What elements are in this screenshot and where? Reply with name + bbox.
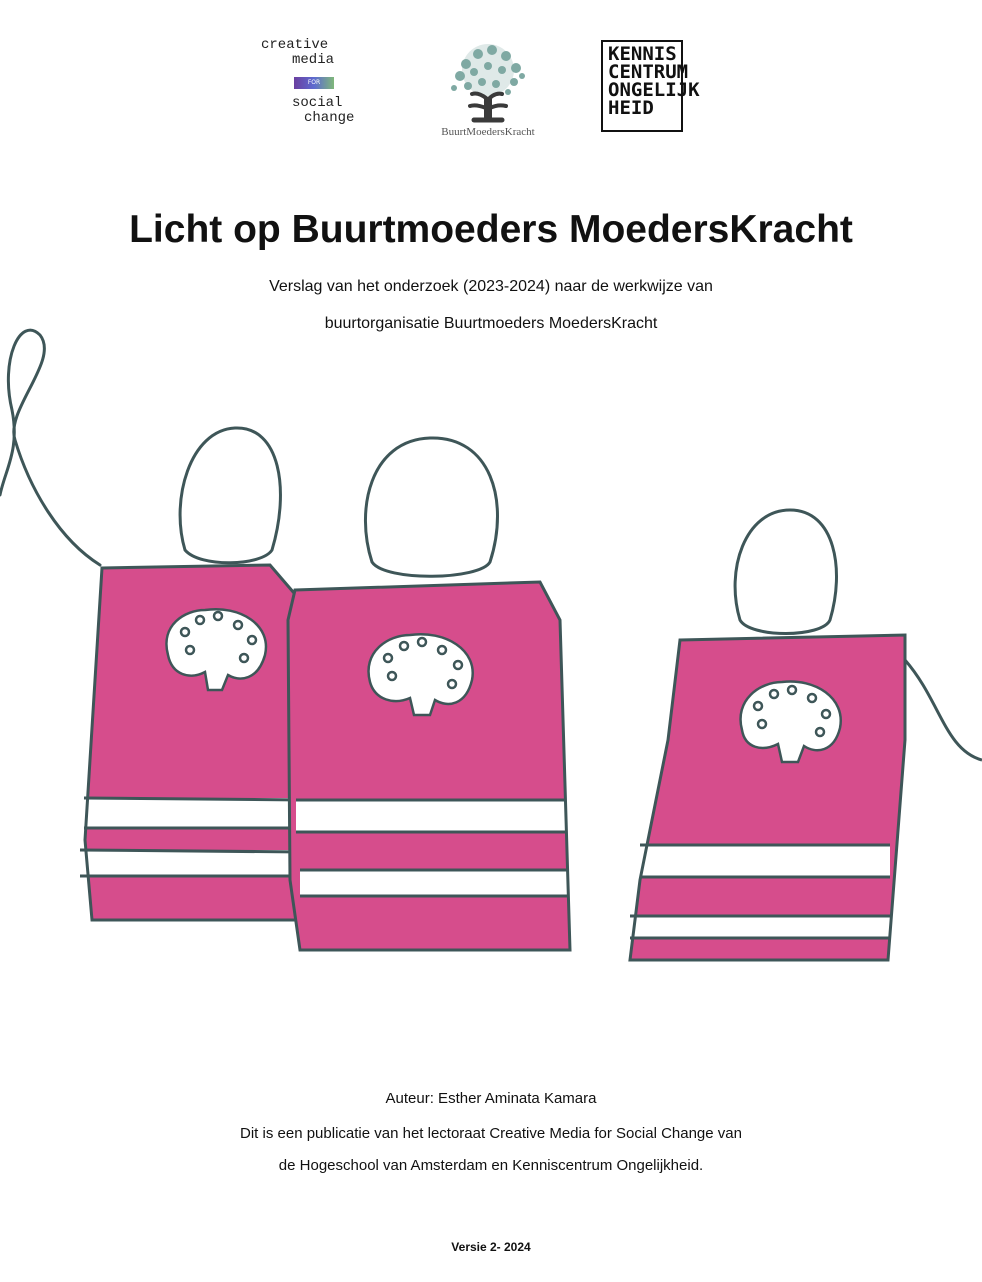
vest-right: [630, 510, 982, 960]
tree-hands-icon: [428, 40, 548, 126]
author-line: Auteur: Esther Aminata Kamara: [385, 1090, 597, 1107]
cover-illustration: [0, 320, 982, 1000]
creative-media-logo-line4: change: [304, 110, 355, 126]
creative-media-logo: [258, 38, 368, 138]
subtitle-line-1: Verslag van het onderzoek (2023-2024) naar de werkwijze van: [269, 278, 713, 295]
publication-line-1: Dit is een publicatie van het lectoraat Creative Media for Social Change van: [240, 1125, 742, 1142]
creative-media-logo-bar: FOR: [294, 77, 334, 89]
subtitle-line-2: buurtorganisatie Buurtmoeders MoedersKracht: [324, 315, 658, 332]
creative-media-logo-line3: social: [292, 95, 343, 111]
buurtmoederskracht-logo-caption: BuurtMoedersKracht: [441, 126, 535, 138]
creative-media-logo-line1: creative: [261, 37, 329, 53]
vest-middle: [288, 438, 570, 950]
logo-row: [0, 30, 982, 140]
publication-line-2: de Hogeschool van Amsterdam en Kenniscentrum Ongelijkheid.: [278, 1157, 704, 1174]
page-title: Licht op Buurtmoeders MoedersKracht: [129, 208, 853, 251]
kenniscentrum-ongelijkheid-logo: [601, 40, 700, 132]
kenniscentrum-logo-text: KENNIS CENTRUM ONGELIJK HEID: [608, 43, 700, 119]
version-label: Versie 2- 2024: [451, 1240, 531, 1254]
creative-media-logo-line2: media: [292, 52, 335, 68]
vest-left: [80, 428, 306, 920]
buurtmoederskracht-logo: [428, 40, 548, 140]
